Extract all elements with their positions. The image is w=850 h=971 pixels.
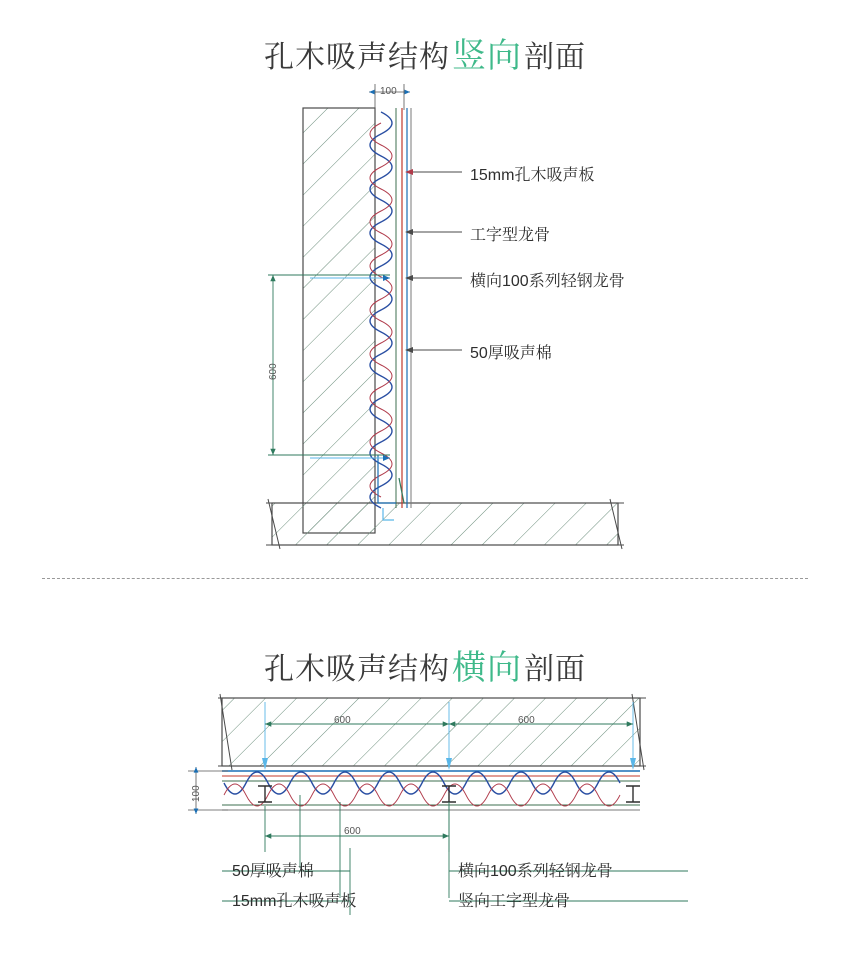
title-prefix-2: 孔木吸声结构: [264, 653, 450, 686]
section-divider: [42, 578, 808, 579]
callout-i-stud: 工字型龙骨: [470, 227, 551, 244]
dim-stud-spacing-label: 600: [268, 363, 279, 380]
title-suffix: 剖面: [524, 41, 586, 74]
callout-acoustic-wool-h: 50厚吸声棉: [232, 863, 314, 880]
callout-vertical-i-stud-h: 竖向工字型龙骨: [458, 893, 571, 910]
callout-acoustic-panel: 15mm孔木吸声板: [470, 167, 595, 184]
horizontal-section-drawing: [0, 590, 850, 971]
floor-slab: [266, 499, 624, 549]
title-suffix-2: 剖面: [524, 653, 586, 686]
dim-spacing-bottom-label: 600: [344, 826, 361, 837]
callout-acoustic-panel-h: 15mm孔木吸声板: [232, 893, 357, 910]
title-prefix: 孔木吸声结构: [264, 41, 450, 74]
concrete-wall-band: [218, 694, 646, 770]
title-accent: 竖向: [452, 37, 522, 75]
horizontal-section-panel: [0, 590, 850, 971]
title-accent-2: 横向: [452, 649, 522, 687]
acoustic-wool-layer-h: [224, 772, 620, 806]
dim-span-left-label: 600: [334, 715, 351, 726]
dim-wall-thickness-label: 100: [380, 86, 397, 97]
acoustic-panel-layers: [396, 108, 411, 508]
callout-acoustic-wool: 50厚吸声棉: [470, 345, 552, 362]
callout-light-steel-keel-h: 横向100系列轻钢龙骨: [458, 863, 613, 880]
dim-cavity-depth-label: 100: [191, 785, 202, 802]
concrete-wall: [303, 108, 375, 533]
callout-light-steel-keel: 横向100系列轻钢龙骨: [470, 273, 625, 290]
dim-span-right-label: 600: [518, 715, 535, 726]
